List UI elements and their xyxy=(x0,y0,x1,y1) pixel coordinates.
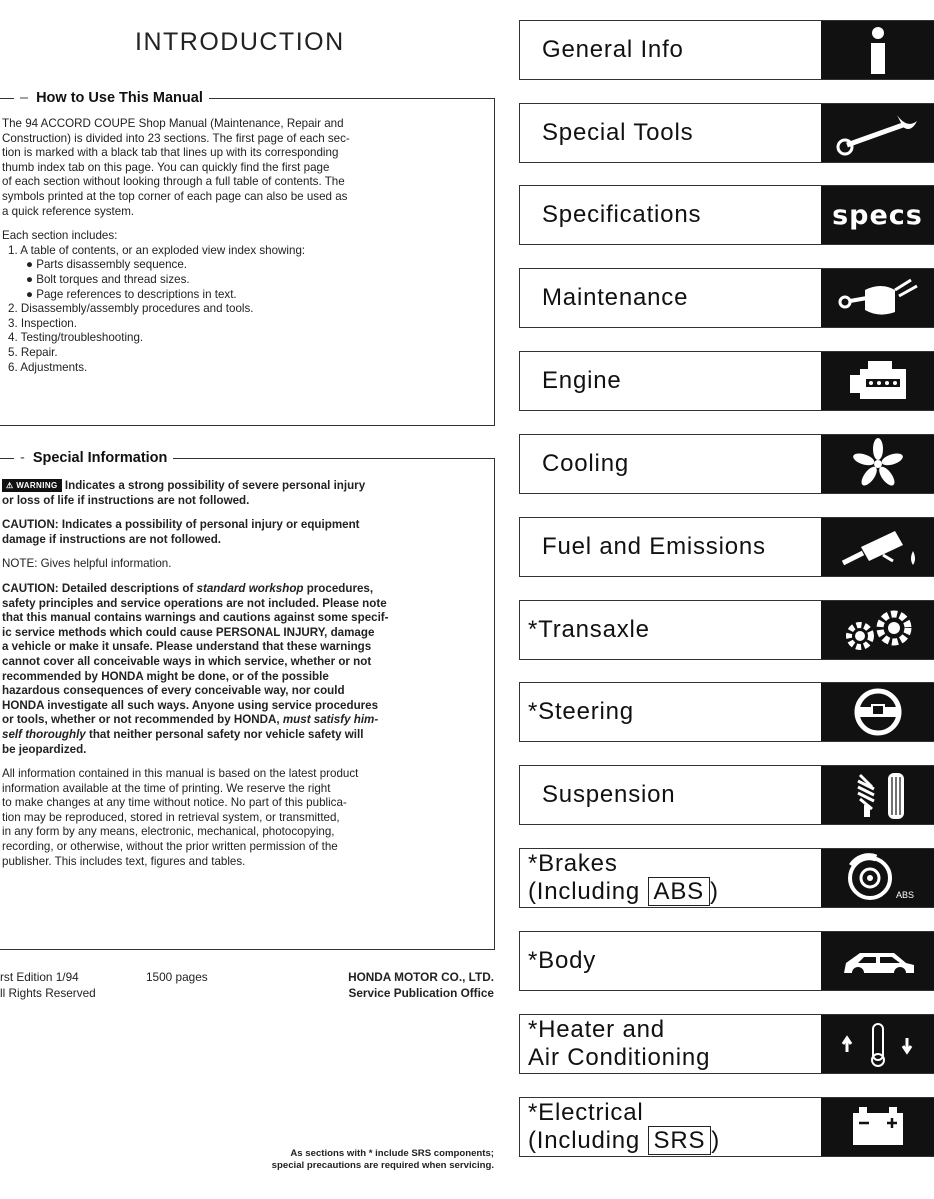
caution-detail-paragraph: CAUTION: Detailed descriptions of standard workshop procedures, safety principles and service operations are not included. Please note that this manual contains warnings and cautions against some specif- ic service methods which could cause PERSONAL INJURY, damage a vehicle or make it unsafe. Please understand that these warnings cannot cover all conceivable ways in which service, whether or not recommended by HONDA might be done, or of the possible hazardous consequences of every conceivable way, nor could HONDA investigate all such ways. Anyone using service procedures or tools, whether or not recommended by HONDA, must satisfy him- self thoroughly that neither personal safety nor vehicle safety will be jeopardized. xyxy=(2,581,389,756)
tab-steering[interactable]: *Steering xyxy=(519,682,934,742)
fan-icon xyxy=(821,435,934,493)
company-name: HONDA MOTOR CO., LTD. xyxy=(348,970,494,984)
tab-body[interactable]: *Body xyxy=(519,931,934,991)
tab-fuel-and-emissions[interactable]: Fuel and Emissions xyxy=(519,517,934,577)
info-icon xyxy=(821,21,934,79)
includes-list xyxy=(2,244,350,375)
rights-text: ll Rights Reserved xyxy=(0,986,96,1000)
tab-specifications[interactable]: Specifications specs xyxy=(519,185,934,245)
note-paragraph: NOTE: Gives helpful information. xyxy=(2,557,172,571)
how-to-text xyxy=(2,117,350,375)
intro-paragraph: The 94 ACCORD COUPE Shop Manual (Maintenance, Repair and Construction) is divided into 23 sections. The first page of each sec- tion is marked with a black tab that lines up with its corresponding thumb index tab on this page. You can quickly find the first page of each section without looking through a full table of contents. The symbols printed at the top corner of each page can also be used as a quick reference system. xyxy=(2,117,350,218)
tab-cooling[interactable]: Cooling xyxy=(519,434,934,494)
list-item: ● Page references to descriptions in text. xyxy=(26,287,237,301)
list-item: 3. Inspection. xyxy=(8,316,77,330)
office-name: Service Publication Office xyxy=(348,986,494,1000)
tab-suspension[interactable]: Suspension xyxy=(519,765,934,825)
svg-text:ABS: ABS xyxy=(895,890,914,900)
list-item: 1. A table of contents, or an exploded view index showing: xyxy=(8,243,306,257)
how-to-use-section xyxy=(0,90,495,426)
tab-special-tools[interactable]: Special Tools xyxy=(519,103,934,163)
copyright-paragraph: All information contained in this manual is based on the latest product information available at the time of printing. We reserve the right to make changes at any time without notice. No part of this publica- tion may be reproduced, stored in retrieval system, or transmitted, in any form by any means, electronic, mechanical, photocopying, recording, or otherwise, without the prior written permission of the publisher. This includes text, figures and tables. xyxy=(2,767,359,868)
list-item: 5. Repair. xyxy=(8,345,58,359)
warning-paragraph: ⚠ WARNING Indicates a strong possibility of severe personal injury or loss of life if instructions are not followed. xyxy=(2,479,366,507)
list-item: 2. Disassembly/assembly procedures and tools. xyxy=(8,302,254,316)
car-body-icon xyxy=(821,932,934,990)
warning-badge: ⚠ WARNING xyxy=(2,479,62,492)
steering-wheel-icon xyxy=(821,683,934,741)
abs-label: ABS xyxy=(648,877,710,906)
includes-intro: Each section includes: xyxy=(2,229,118,243)
tab-engine[interactable]: Engine xyxy=(519,351,934,411)
list-item: 4. Testing/troubleshooting. xyxy=(8,331,144,345)
srs-note: As sections with * include SRS components; special precautions are required when servicing. xyxy=(271,1148,494,1171)
list-item: 6. Adjustments. xyxy=(8,360,88,374)
special-information-section xyxy=(0,450,495,950)
fuel-nozzle-icon xyxy=(821,518,934,576)
engine-icon xyxy=(821,352,934,410)
thermometer-icon xyxy=(821,1015,934,1073)
tab-transaxle[interactable]: *Transaxle xyxy=(519,600,934,660)
shock-absorber-icon xyxy=(821,766,934,824)
section-heading: - Special Information xyxy=(14,449,173,467)
tab-brakes[interactable]: *Brakes (Including ABS ) ABS xyxy=(519,848,934,908)
battery-icon xyxy=(821,1098,934,1156)
page-title: INTRODUCTION xyxy=(135,28,345,56)
special-text xyxy=(2,479,389,879)
list-item: ● Bolt torques and thread sizes. xyxy=(26,272,190,286)
page-count: 1500 pages xyxy=(146,970,208,984)
wrench-icon xyxy=(821,104,934,162)
tab-maintenance[interactable]: Maintenance xyxy=(519,268,934,328)
tab-general-info[interactable]: General Info xyxy=(519,20,934,80)
hand-wrench-icon xyxy=(821,269,934,327)
brake-disc-icon xyxy=(821,849,934,907)
specs-icon: specs xyxy=(821,186,934,244)
section-heading: – How to Use This Manual xyxy=(14,89,209,107)
tab-electrical[interactable]: *Electrical (Including SRS ) xyxy=(519,1097,934,1157)
srs-label: SRS xyxy=(648,1126,712,1155)
list-item: ● Parts disassembly sequence. xyxy=(26,258,188,272)
caution-paragraph: CAUTION: Indicates a possibility of personal injury or equipment damage if instructions are not followed. xyxy=(2,518,360,546)
gears-icon xyxy=(821,601,934,659)
edition-text: rst Edition 1/94 xyxy=(0,970,79,984)
tab-heater-and-air-conditioning[interactable]: *Heater and Air Conditioning xyxy=(519,1014,934,1074)
